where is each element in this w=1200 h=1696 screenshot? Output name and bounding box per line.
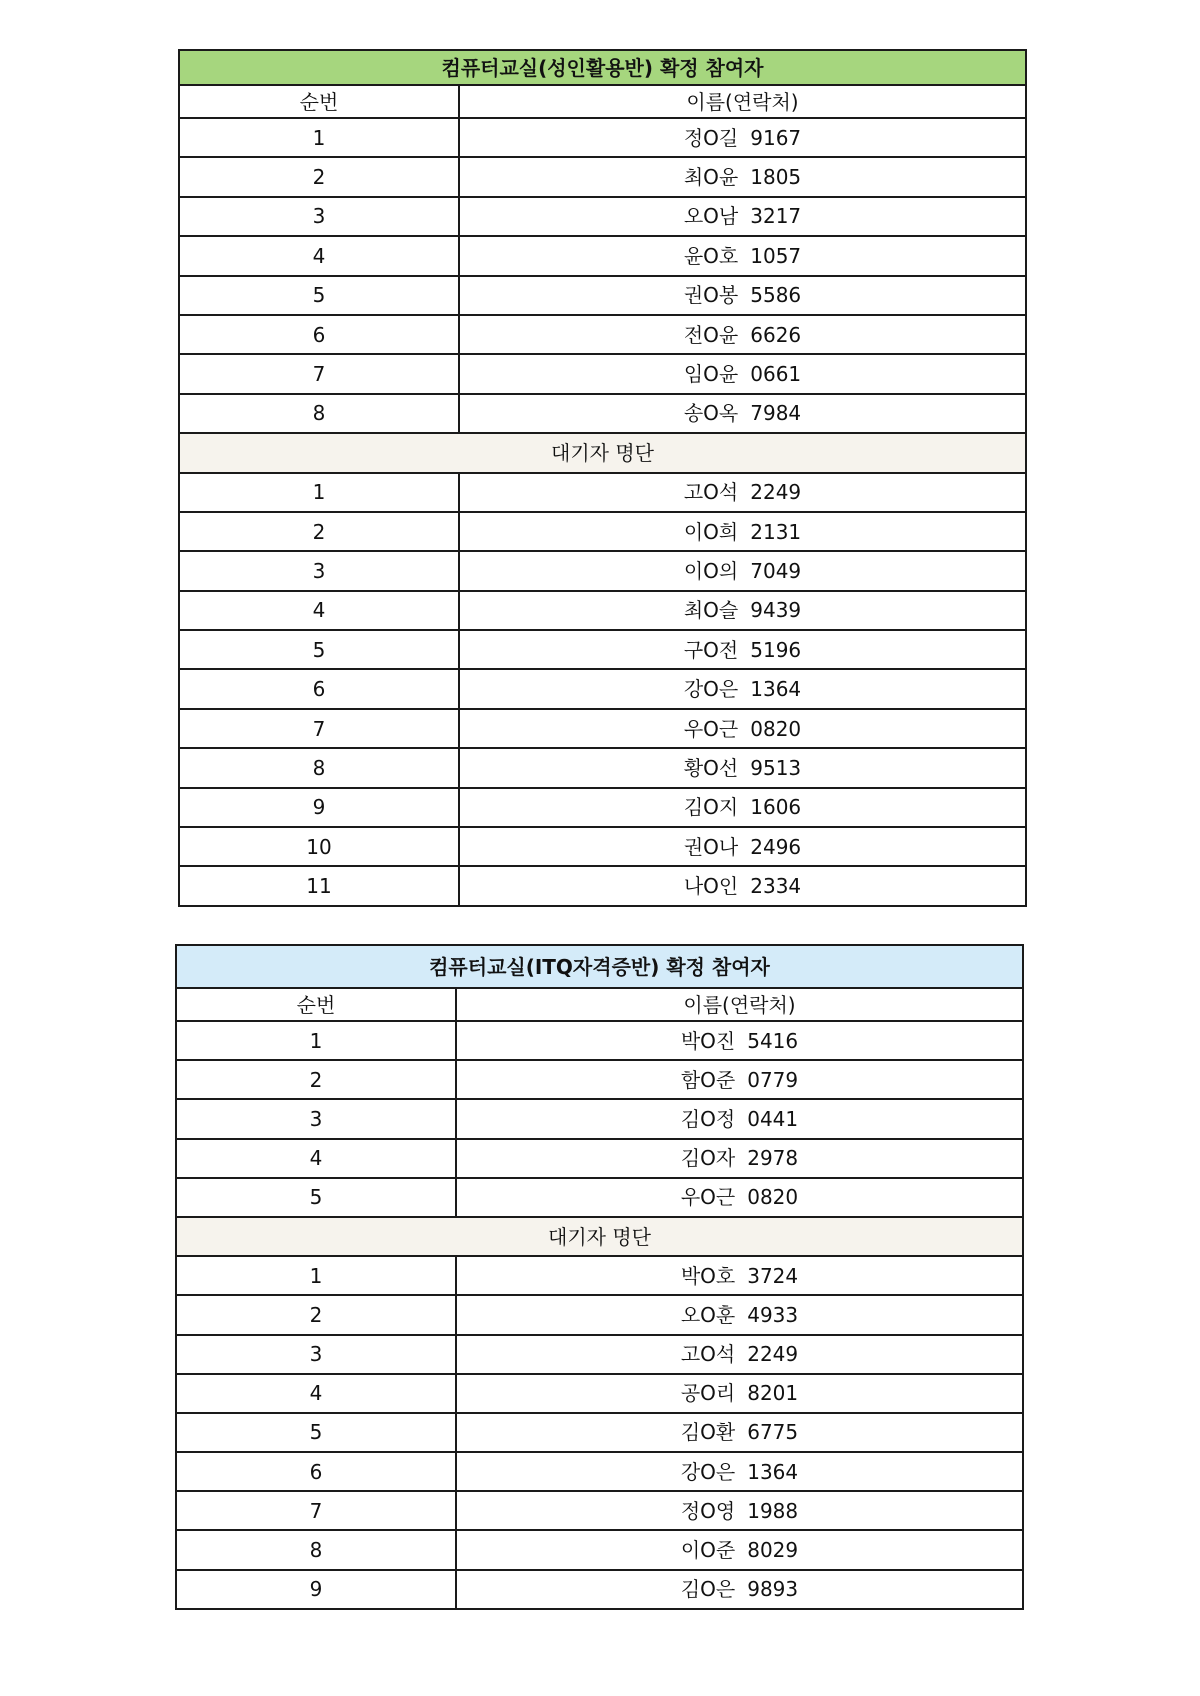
row-number: 8 [176, 1530, 456, 1569]
participant-name: 윤O호 [683, 243, 739, 268]
row-name-contact [459, 788, 1026, 827]
participant-phone: 5196 [750, 637, 802, 662]
participant-name: 송O옥 [683, 401, 739, 426]
column-header-row [179, 85, 1026, 118]
row-name-contact [456, 1570, 1023, 1609]
row-number: 6 [179, 669, 459, 708]
table-row [179, 709, 1026, 748]
participant-phone: 5416 [747, 1028, 799, 1053]
participant-name: 전O윤 [683, 322, 739, 347]
row-name-contact [456, 1021, 1023, 1060]
participant-phone: 0441 [747, 1106, 799, 1131]
row-number: 8 [179, 748, 459, 787]
roster-table-adult [178, 49, 1027, 907]
table-row [176, 1413, 1023, 1452]
participant-name: 임O윤 [683, 362, 739, 387]
row-number: 6 [179, 315, 459, 354]
row-number: 7 [179, 354, 459, 393]
table-row [176, 1256, 1023, 1295]
participant-name: 고O석 [683, 480, 739, 505]
participant-phone: 1057 [750, 243, 802, 268]
participant-name: 고O석 [680, 1342, 736, 1367]
participant-name: 오O훈 [680, 1302, 736, 1327]
table-row [176, 1374, 1023, 1413]
table-row [179, 315, 1026, 354]
participant-name: 이O의 [683, 558, 739, 583]
participant-name: 정O영 [680, 1498, 736, 1523]
row-name-contact [459, 748, 1026, 787]
row-number: 10 [179, 827, 459, 866]
table-row [176, 1021, 1023, 1060]
row-number: 1 [176, 1021, 456, 1060]
participant-name: 우O근 [683, 716, 739, 741]
row-number: 11 [179, 866, 459, 905]
participant-phone: 0820 [747, 1185, 799, 1210]
table-title-row [176, 945, 1023, 988]
participant-phone: 1988 [747, 1498, 799, 1523]
row-name-contact [456, 1099, 1023, 1138]
column-header-row [176, 988, 1023, 1021]
table-row [179, 236, 1026, 275]
row-name-contact [456, 1374, 1023, 1413]
row-name-contact [459, 591, 1026, 630]
participant-phone: 2249 [747, 1342, 799, 1367]
table-row [179, 788, 1026, 827]
table-row [179, 197, 1026, 236]
row-number: 5 [179, 276, 459, 315]
participant-name: 최O슬 [683, 598, 739, 623]
row-number: 5 [179, 630, 459, 669]
roster-table-itq [175, 944, 1024, 1610]
participant-phone: 1805 [750, 165, 802, 190]
row-name-contact [459, 630, 1026, 669]
row-name-contact [459, 669, 1026, 708]
participant-name: 이O준 [680, 1538, 736, 1563]
row-number: 3 [176, 1335, 456, 1374]
row-number: 4 [176, 1374, 456, 1413]
participant-name: 김O지 [683, 795, 739, 820]
table-title: 컴퓨터교실(ITQ자격증반) 확정 참여자 [176, 945, 1023, 988]
column-header-name: 이름(연락처) [459, 85, 1026, 118]
table-row [176, 1491, 1023, 1530]
row-number: 6 [176, 1452, 456, 1491]
table-row [179, 630, 1026, 669]
waitlist-section-row [179, 433, 1026, 472]
row-name-contact [459, 157, 1026, 196]
participant-phone: 0779 [747, 1067, 799, 1092]
row-name-contact [456, 1413, 1023, 1452]
row-number: 5 [176, 1413, 456, 1452]
participant-phone: 3217 [750, 204, 802, 229]
participant-name: 박O호 [680, 1263, 736, 1288]
participant-phone: 9513 [750, 755, 802, 780]
participant-phone: 2249 [750, 480, 802, 505]
table-row [179, 669, 1026, 708]
participant-phone: 9167 [750, 125, 802, 150]
row-name-contact [456, 1335, 1023, 1374]
participant-name: 정O길 [683, 125, 739, 150]
participant-phone: 1364 [747, 1459, 799, 1484]
row-name-contact [459, 473, 1026, 512]
row-number: 1 [176, 1256, 456, 1295]
participant-phone: 2131 [750, 519, 802, 544]
participant-phone: 8029 [747, 1538, 799, 1563]
row-number: 9 [176, 1570, 456, 1609]
table-row [176, 1060, 1023, 1099]
table-row [176, 1178, 1023, 1217]
participant-name: 이O희 [683, 519, 739, 544]
participant-name: 박O진 [680, 1028, 736, 1053]
waitlist-title: 대기자 명단 [179, 433, 1026, 472]
participant-name: 권O나 [683, 834, 739, 859]
column-header-number: 순번 [176, 988, 456, 1021]
participant-phone: 5586 [750, 283, 802, 308]
participant-name: 최O윤 [683, 165, 739, 190]
participant-name: 우O근 [680, 1185, 736, 1210]
row-number: 4 [179, 591, 459, 630]
participant-phone: 9893 [747, 1577, 799, 1602]
row-name-contact [459, 118, 1026, 157]
row-number: 3 [179, 551, 459, 590]
row-name-contact [456, 1060, 1023, 1099]
participant-phone: 7049 [750, 558, 802, 583]
row-name-contact [459, 512, 1026, 551]
row-name-contact [459, 709, 1026, 748]
row-number: 3 [179, 197, 459, 236]
table-row [179, 354, 1026, 393]
participant-phone: 2496 [750, 834, 802, 859]
table-row [179, 118, 1026, 157]
row-name-contact [459, 394, 1026, 433]
participant-name: 김O정 [680, 1106, 736, 1131]
participant-phone: 9439 [750, 598, 802, 623]
table-row [179, 473, 1026, 512]
row-number: 2 [179, 157, 459, 196]
participant-phone: 6775 [747, 1420, 799, 1445]
table-row [176, 1530, 1023, 1569]
column-header-number: 순번 [179, 85, 459, 118]
participant-phone: 7984 [750, 401, 802, 426]
table-row [179, 157, 1026, 196]
participant-phone: 0661 [750, 362, 802, 387]
row-name-contact [459, 354, 1026, 393]
table-row [179, 551, 1026, 590]
waitlist-title: 대기자 명단 [176, 1217, 1023, 1256]
participant-name: 오O남 [683, 204, 739, 229]
participant-name: 김O은 [680, 1577, 736, 1602]
participant-name: 나O인 [683, 874, 739, 899]
row-number: 2 [176, 1060, 456, 1099]
column-header-name: 이름(연락처) [456, 988, 1023, 1021]
table-row [176, 1452, 1023, 1491]
participant-phone: 3724 [747, 1263, 799, 1288]
waitlist-section-row [176, 1217, 1023, 1256]
row-number: 4 [176, 1139, 456, 1178]
table-row [176, 1139, 1023, 1178]
table-row [179, 748, 1026, 787]
row-number: 4 [179, 236, 459, 275]
row-number: 5 [176, 1178, 456, 1217]
row-number: 7 [176, 1491, 456, 1530]
row-name-contact [459, 197, 1026, 236]
row-name-contact [459, 276, 1026, 315]
table-row [179, 827, 1026, 866]
row-number: 2 [179, 512, 459, 551]
row-name-contact [459, 315, 1026, 354]
row-name-contact [459, 866, 1026, 905]
participant-name: 함O준 [680, 1067, 736, 1092]
table-row [176, 1099, 1023, 1138]
table-row [179, 512, 1026, 551]
row-name-contact [456, 1178, 1023, 1217]
row-number: 1 [179, 473, 459, 512]
table-row [179, 866, 1026, 905]
table-row [179, 591, 1026, 630]
row-name-contact [459, 236, 1026, 275]
row-name-contact [459, 827, 1026, 866]
row-name-contact [456, 1139, 1023, 1178]
row-number: 9 [179, 788, 459, 827]
participant-name: 김O자 [680, 1146, 736, 1171]
participant-phone: 6626 [750, 322, 802, 347]
row-name-contact [456, 1452, 1023, 1491]
table-row [176, 1570, 1023, 1609]
row-name-contact [456, 1491, 1023, 1530]
participant-name: 구O전 [683, 637, 739, 662]
row-name-contact [456, 1295, 1023, 1334]
participant-phone: 1606 [750, 795, 802, 820]
participant-name: 황O선 [683, 755, 739, 780]
participant-phone: 2334 [750, 874, 802, 899]
participant-name: 김O환 [680, 1420, 736, 1445]
table-row [176, 1335, 1023, 1374]
row-number: 8 [179, 394, 459, 433]
participant-phone: 4933 [747, 1302, 799, 1327]
table-title-row [179, 50, 1026, 85]
row-number: 7 [179, 709, 459, 748]
row-name-contact [456, 1256, 1023, 1295]
table-row [179, 394, 1026, 433]
participant-name: 강O은 [680, 1459, 736, 1484]
participant-phone: 8201 [747, 1381, 799, 1406]
table-row [179, 276, 1026, 315]
row-name-contact [456, 1530, 1023, 1569]
table-title: 컴퓨터교실(성인활용반) 확정 참여자 [179, 50, 1026, 85]
participant-phone: 2978 [747, 1146, 799, 1171]
table-row [176, 1295, 1023, 1334]
participant-name: 공O리 [680, 1381, 736, 1406]
participant-name: 권O봉 [683, 283, 739, 308]
row-number: 1 [179, 118, 459, 157]
row-name-contact [459, 551, 1026, 590]
row-number: 3 [176, 1099, 456, 1138]
participant-phone: 0820 [750, 716, 802, 741]
participant-name: 강O은 [683, 677, 739, 702]
participant-phone: 1364 [750, 677, 802, 702]
row-number: 2 [176, 1295, 456, 1334]
